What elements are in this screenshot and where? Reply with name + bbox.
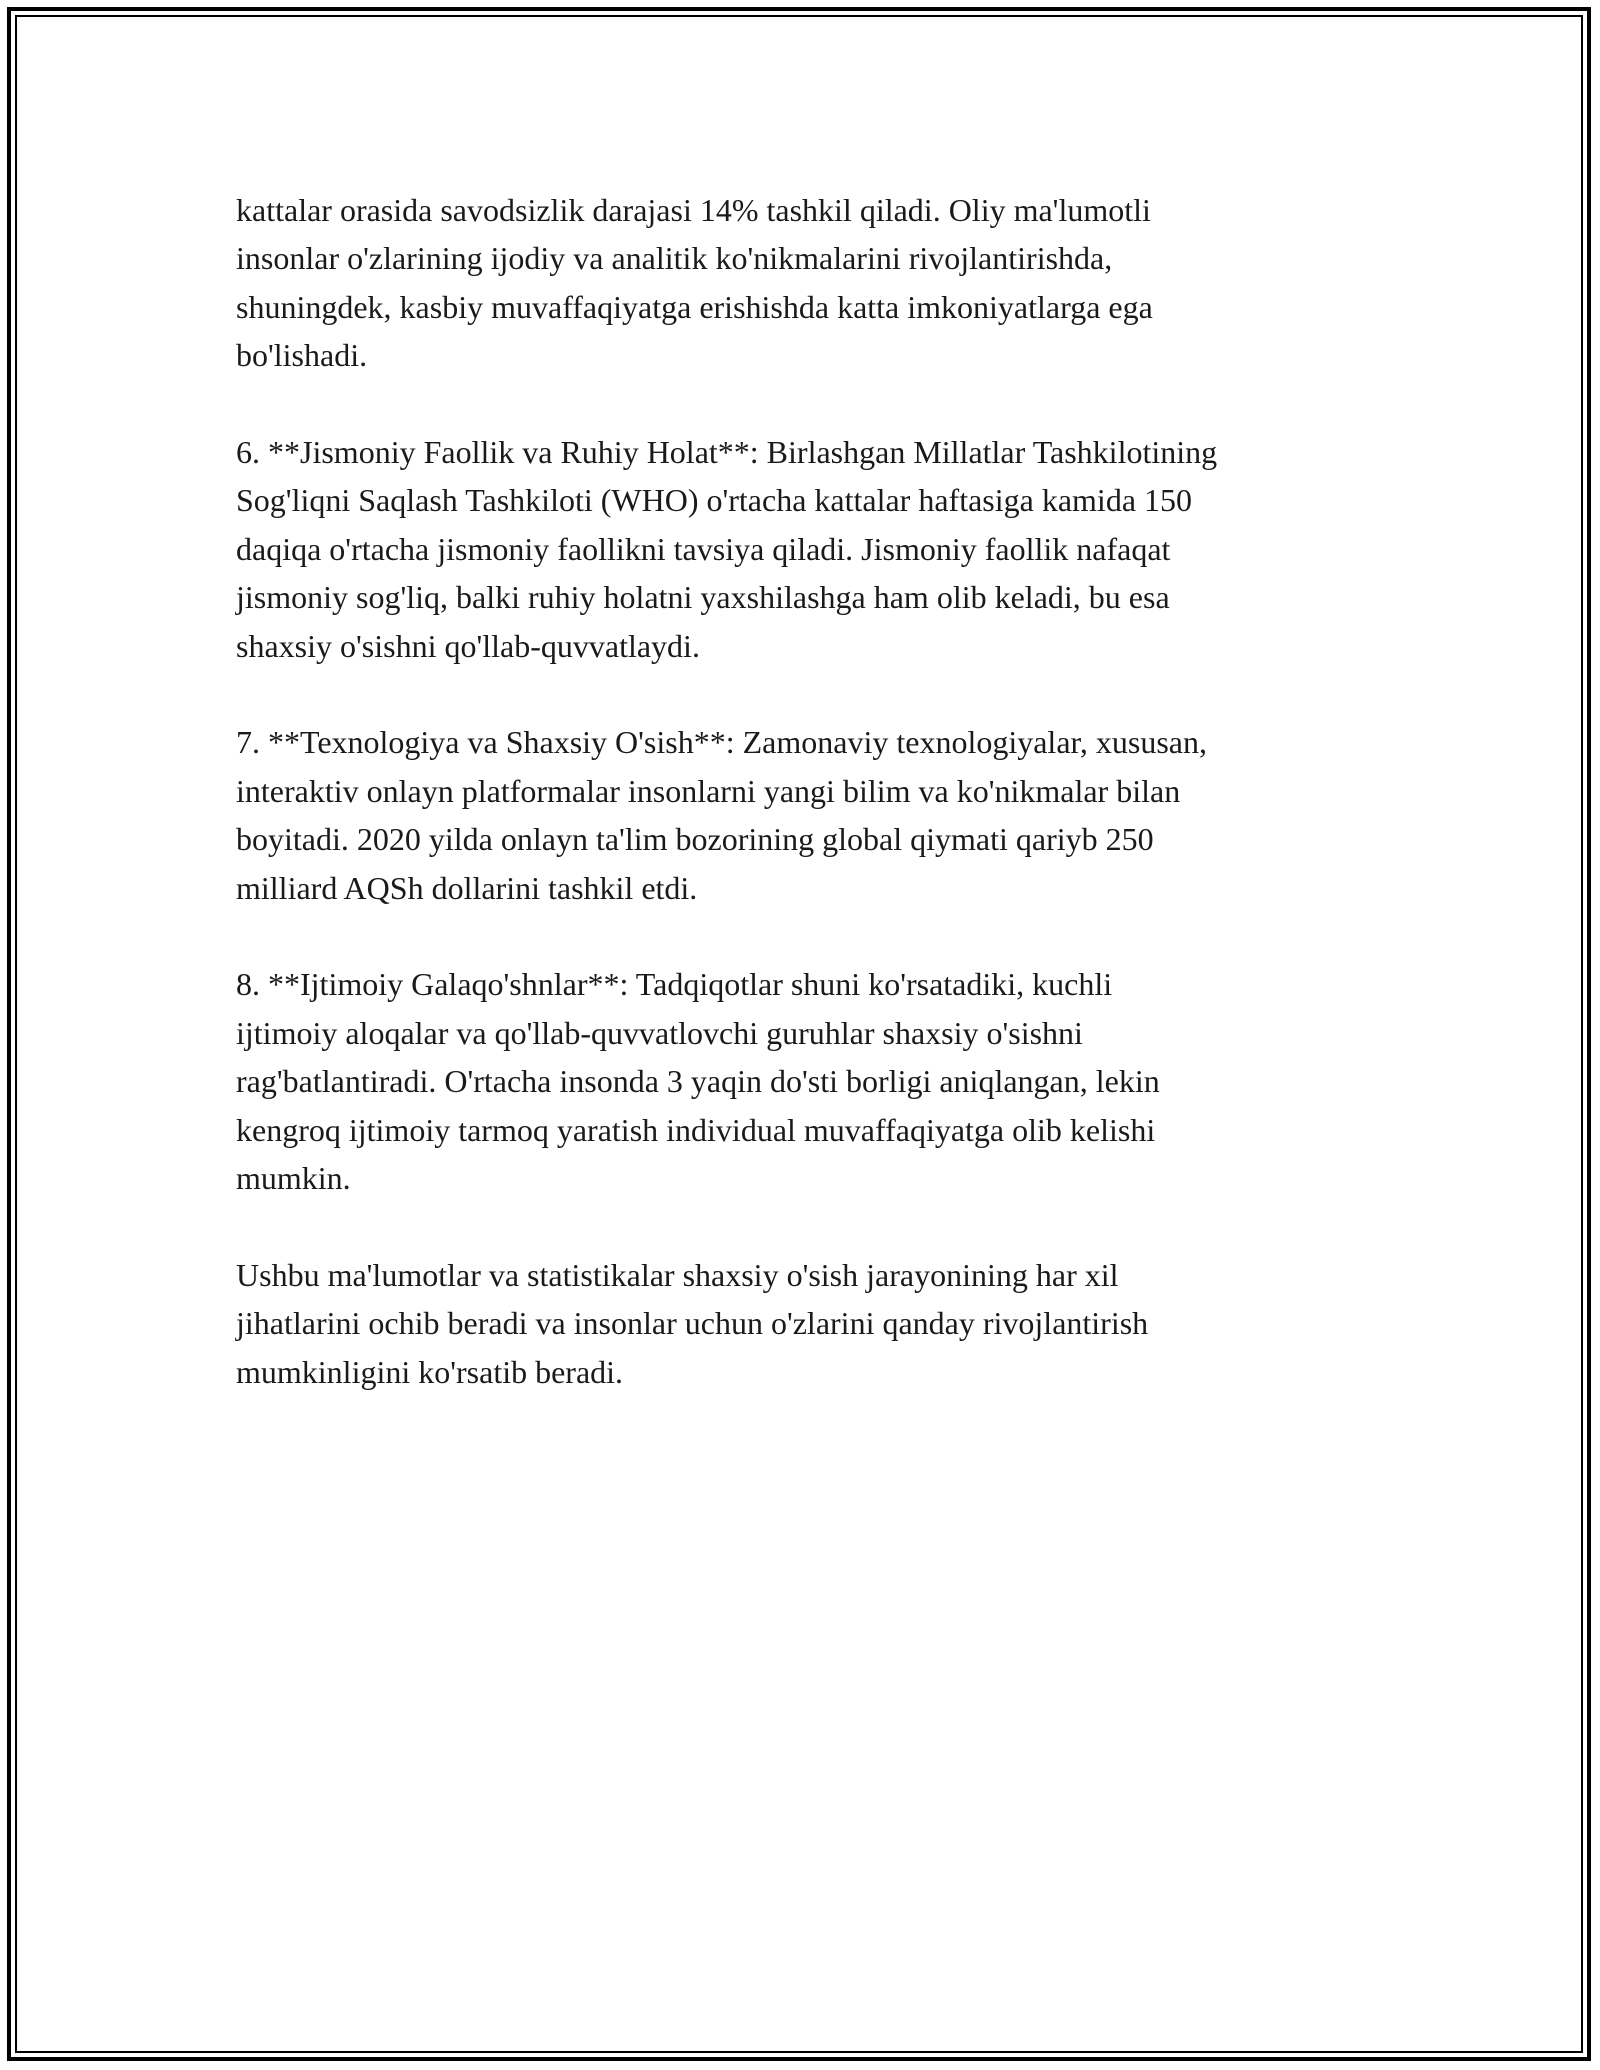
paragraph-item-7-technology: 7. **Texnologiya va Shaxsiy O'sish**: Zamonaviy texnologiyalar, xususan, interaktiv onlayn platformalar insonlarni yangi bilim va ko'nikmalar bilan boyitadi. 2020 yilda onlayn ta'lim bozorining global qiymati qariyb 250 milliard AQSh dollarini tashkil etdi. bbox=[236, 724, 1207, 906]
paragraph-conclusion: Ushbu ma'lumotlar va statistikalar shaxsiy o'sish jarayonining har xil jihatlarini ochib beradi va insonlar uchun o'zlarini qanday rivojlantirish mumkinligini ko'rsatib beradi. bbox=[236, 1256, 1149, 1390]
paragraph-education-continued: kattalar orasida savodsizlik darajasi 14% tashkil qiladi. Oliy ma'lumotli insonlar o'zlarining ijodiy va analitik ko'nikmalarini rivojlantirishda, shuningdek, kasbiy muvaffaqiyatga erishishda katta imkoniyatlarga ega bo'lishadi. bbox=[236, 192, 1153, 374]
document-body bbox=[236, 186, 1396, 1444]
paragraph-item-8-social-connections: 8. **Ijtimoiy Galaqo'shnlar**: Tadqiqotlar shuni ko'rsatadiki, kuchli ijtimoiy aloqalar va qo'llab-quvvatlovchi guruhlar shaxsiy o'sishni rag'batlantiradi. O'rtacha insonda 3 yaqin do'sti borligi aniqlangan, lekin kengroq ijtimoiy tarmoq yaratish individual muvaffaqiyatga olib kelishi mumkin. bbox=[236, 966, 1160, 1197]
paragraph-item-6-physical-activity: 6. **Jismoniy Faollik va Ruhiy Holat**: Birlashgan Millatlar Tashkilotining Sog'liqni Saqlash Tashkiloti (WHO) o'rtacha kattalar haftasiga kamida 150 daqiqa o'rtacha jismoniy faollikni tavsiya qiladi. Jismoniy faollik nafaqat jismoniy sog'liq, balki ruhiy holatni yaxshilashga ham olib keladi, bu esa shaxsiy o'sishni qo'llab-quvvatlaydi. bbox=[236, 434, 1218, 664]
